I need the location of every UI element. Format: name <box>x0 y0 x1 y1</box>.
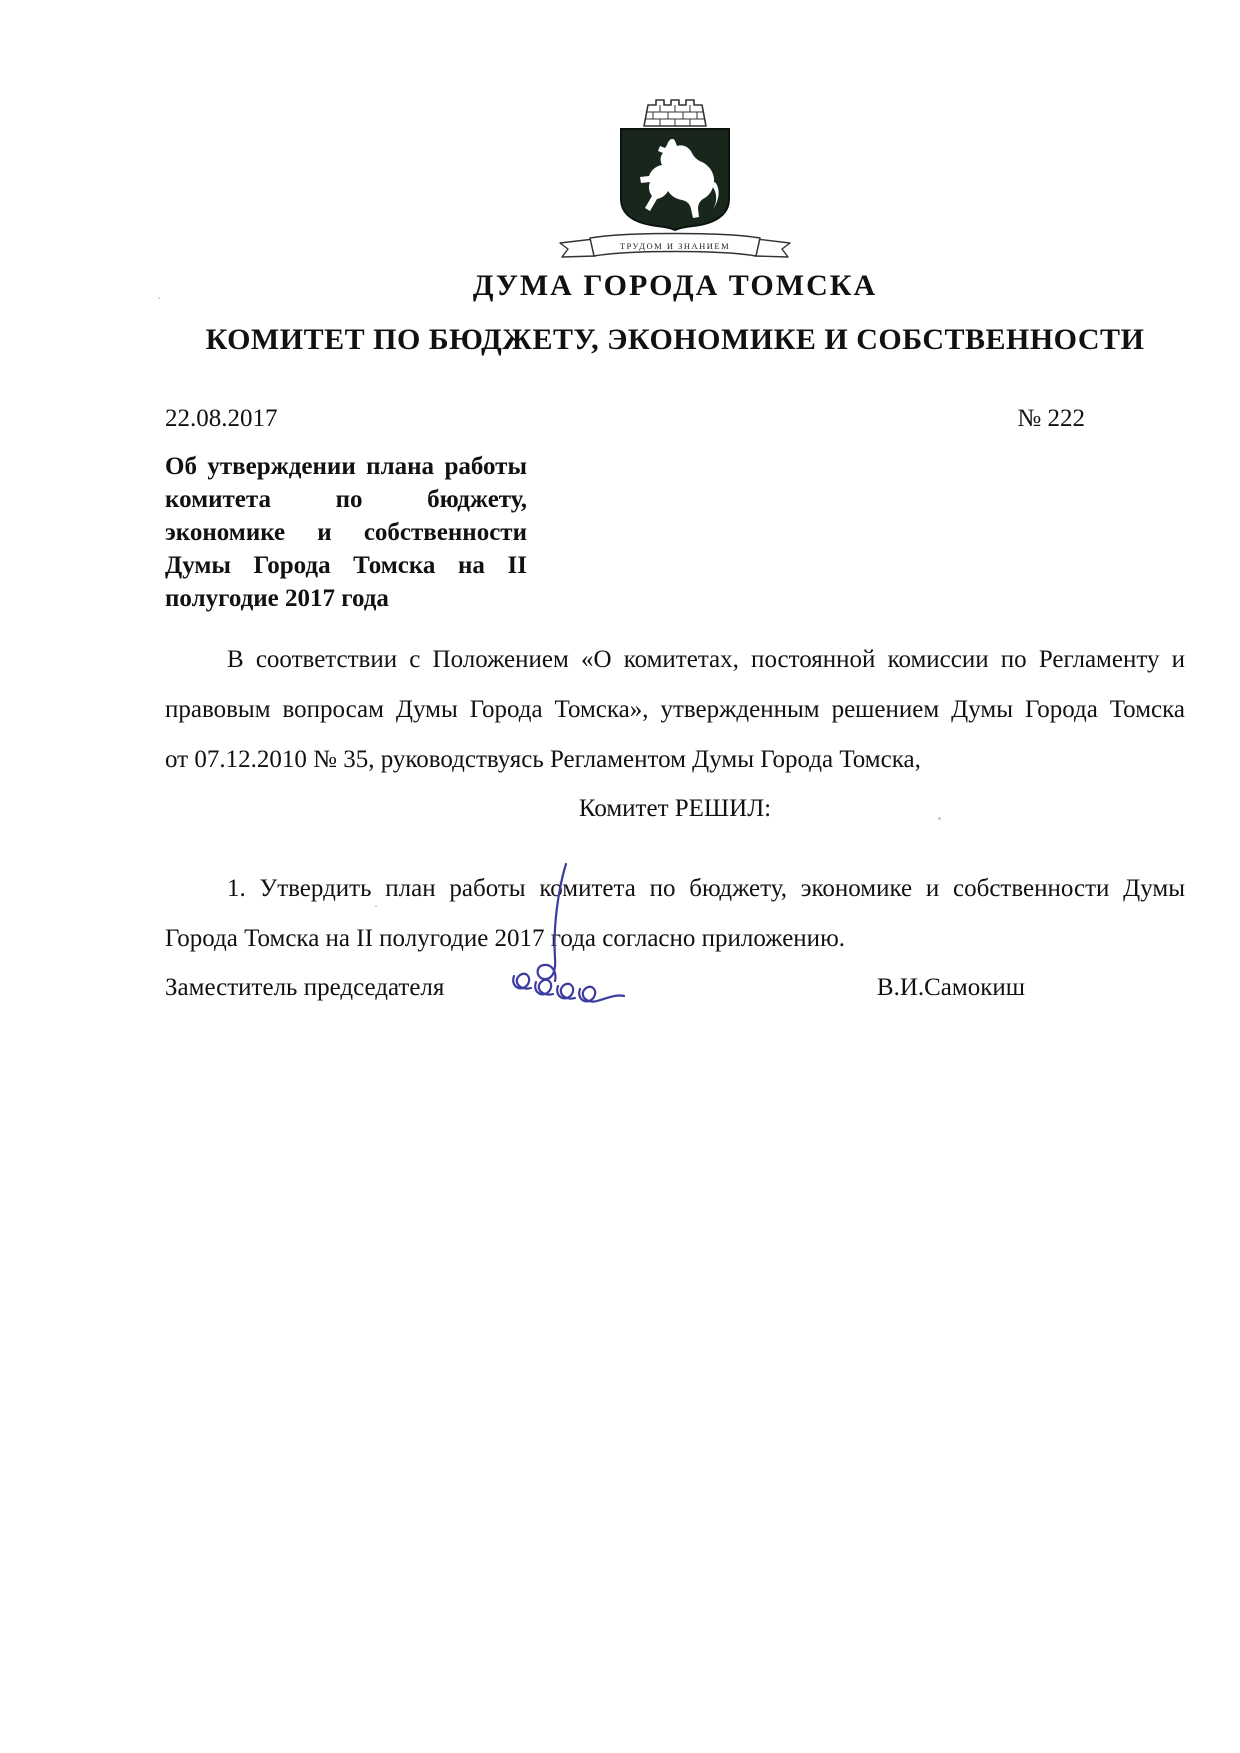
subject-line: полугодие 2017 года <box>165 585 389 612</box>
handwritten-signature <box>500 860 660 1010</box>
resolution-item-1 <box>165 864 1185 964</box>
subject-line: комитета по бюджету, <box>165 486 527 513</box>
motto-ribbon <box>550 231 800 261</box>
scan-speck <box>375 905 377 907</box>
scan-speck <box>938 817 941 820</box>
item-line: 1. Утвердить план работы комитета по бюджету, экономике и собственности Думы <box>227 875 1185 902</box>
motto-text: ТРУДОМ И ЗНАНИЕМ <box>619 241 731 251</box>
document-subject <box>165 450 527 615</box>
preamble-paragraph <box>165 635 1185 785</box>
committee-title: КОМИТЕТ ПО БЮДЖЕТУ, ЭКОНОМИКЕ И СОБСТВЕННОСТИ <box>205 323 1145 356</box>
document-meta <box>165 403 1185 434</box>
subject-line: экономике и собственности <box>165 519 527 546</box>
subject-line: Думы Города Томска на II <box>165 552 527 579</box>
signatory-name: В.И.Самокиш <box>876 974 1025 1001</box>
item-line: Города Томска на II полугодие 2017 года согласно приложению. <box>165 925 845 952</box>
document-date: 22.08.2017 <box>165 405 278 432</box>
subject-line: Об утверждении плана работы <box>165 453 527 480</box>
preamble-line: правовым вопросам Думы Города Томска», утвержденным решением Думы Города Томска <box>165 696 1185 723</box>
scan-speck <box>158 297 160 299</box>
document-content <box>165 95 1185 1003</box>
shield-horse-icon <box>619 127 731 231</box>
resolution-intro: Комитет РЕШИЛ: <box>578 795 772 822</box>
preamble-line: от 07.12.2010 № 35, руководствуясь Регламентом Думы Города Томска, <box>165 746 921 773</box>
document-number: № 222 <box>1017 405 1085 432</box>
organization-title: ДУМА ГОРОДА ТОМСКА <box>472 269 878 302</box>
signatory-position: Заместитель председателя <box>165 974 445 1001</box>
signature-block <box>165 972 1185 1003</box>
preamble-line: В соответствии с Положением «О комитетах, постоянной комиссии по Регламенту и <box>227 646 1185 673</box>
coat-of-arms <box>165 95 1185 261</box>
mural-crown-icon <box>635 95 715 127</box>
